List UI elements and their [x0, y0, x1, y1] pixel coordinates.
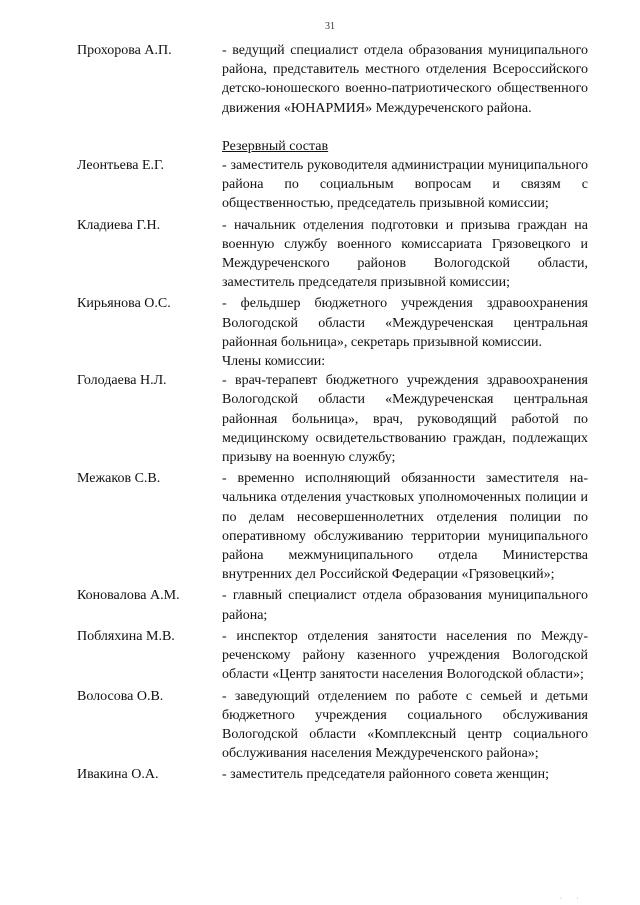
- list-entry: [77, 294, 588, 352]
- member-name: Кирьянова О.С.: [77, 296, 171, 312]
- list-entry: [77, 371, 588, 467]
- list-entry: [77, 469, 588, 584]
- member-role: - врач-терапевт бюджетного учреждения здравоохранения Вологодской области «Междуреченская центральная районная больница», врач, руководящий работой по медицинскому освидетельствованию граждан, подлежащих призыву на военную службу;: [222, 373, 588, 466]
- member-name: Ивакина О.А.: [77, 767, 159, 783]
- member-role: - инспектор отделения занятости населения по Междуреченскому району казенного учреждения Вологодской области «Центр занятости населения Вологодской области»;: [222, 628, 588, 683]
- member-role: - главный специалист отдела образования муниципального района;: [222, 588, 588, 623]
- member-name: Коновалова А.М.: [77, 588, 180, 604]
- member-role: - заместитель руководителя администрации муниципального района по социальным вопросам и связям с общественностью, председатель призывной комиссии;: [222, 158, 588, 212]
- commission-list: [77, 41, 588, 785]
- list-entry: [77, 586, 588, 624]
- members-section-title: Члены комиссии:: [222, 354, 326, 370]
- member-role: - временно исполняющий обязанности заместителя начальника отделения участковых уполномоченных полиции и по делам несовершеннолетних отделения полиции по оперативному обслуживанию территории муниципального района межмуниципального отдела Министерства внутренних дел Российской Федерации «Грязовецкий»;: [222, 471, 588, 583]
- reserve-section-title: Резервный состав: [222, 138, 329, 154]
- list-entry: [77, 765, 588, 784]
- list-entry: [77, 41, 588, 118]
- member-name: Побляхина М.В.: [77, 628, 175, 644]
- page-number: 31: [325, 21, 335, 32]
- member-role: - фельдшер бюджетного учреждения здравоохранения Вологодской области «Междуреченская центральная районная больница», секретарь призывной комиссии.: [222, 296, 588, 350]
- member-name: Леонтьева Е.Г.: [77, 158, 165, 174]
- list-entry: [77, 687, 588, 764]
- scan-mark: ˌ ˌ: [559, 890, 585, 899]
- member-role: - начальник отделения подготовки и призыва граждан на военную службу военного комиссариата Грязовецкого и Междуреченского районов Вологодской области, заместитель председателя призывной комиссии;: [222, 217, 588, 291]
- member-role: - заместитель председателя районного совета женщин;: [222, 767, 550, 783]
- list-entry: [77, 156, 588, 214]
- member-name: Межаков С.В.: [77, 471, 161, 487]
- member-name: Кладиева Г.Н.: [77, 217, 161, 233]
- member-role: - заведующий отделением по работе с семьей и детьми бюджетного учреждения социального обслуживания Вологодской области «Комплексный центр социального обслуживания населения Междуреченского района»;: [222, 688, 588, 762]
- member-name: Прохорова А.П.: [77, 43, 172, 58]
- list-entry: [77, 627, 588, 685]
- member-name: Голодаева Н.Л.: [77, 373, 167, 389]
- member-name: Волосова О.В.: [77, 688, 164, 704]
- member-role: - ведущий специалист отдела образования муниципального района, представитель местного отделения Всероссийского детско-юношеского военно-патриотического общественного движения «ЮНАРМИЯ» Междуреченского района.: [222, 43, 588, 116]
- list-entry: [77, 216, 588, 293]
